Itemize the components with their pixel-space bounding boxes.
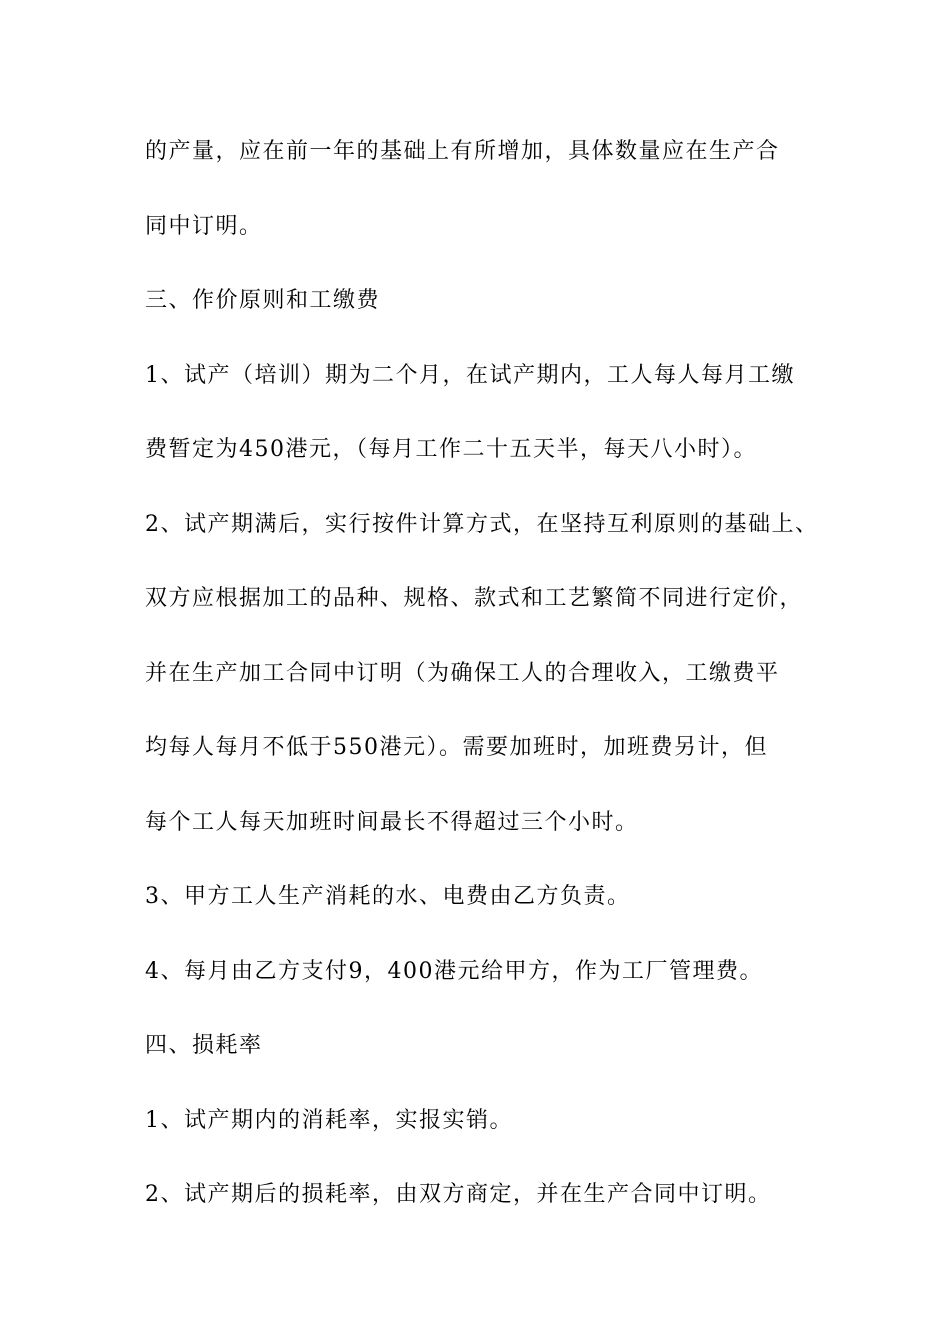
paragraph-line: 1、试产期内的消耗率，实报实销。 <box>145 1107 513 1133</box>
section-heading: 四、损耗率 <box>145 1033 263 1058</box>
paragraph-line: 2、试产期满后，实行按件计算方式，在坚持互利原则的基础上、 <box>145 511 819 537</box>
paragraph-line: 费暂定为450港元，（每月工作二十五天半，每天八小时）。 <box>145 437 757 462</box>
paragraph-line: 双方应根据加工的品种、规格、款式和工艺繁简不同进行定价， <box>145 586 804 611</box>
paragraph-line: 1、试产（培训）期为二个月，在试产期内，工人每人每月工缴 <box>145 362 795 388</box>
paragraph-line: 每个工人每天加班时间最长不得超过三个小时。 <box>145 809 639 835</box>
paragraph-line: 的产量，应在前一年的基础上有所增加，具体数量应在生产合 <box>145 139 780 164</box>
paragraph-line: 均每人每月不低于550港元）。需要加班时，加班费另计，但 <box>145 735 768 760</box>
document-body <box>145 127 835 1245</box>
paragraph-line: 3、甲方工人生产消耗的水、电费由乙方负责。 <box>145 884 631 909</box>
section-heading: 三、作价原则和工缴费 <box>145 288 381 313</box>
paragraph-line: 同中订明。 <box>145 213 263 239</box>
paragraph-line: 4、每月由乙方支付9，400港元给甲方，作为工厂管理费。 <box>145 958 763 984</box>
paragraph-line: 2、试产期后的损耗率，由双方商定，并在生产合同中订明。 <box>145 1182 772 1207</box>
paragraph-line: 并在生产加工合同中订明（为确保工人的合理收入，工缴费平 <box>145 660 780 686</box>
